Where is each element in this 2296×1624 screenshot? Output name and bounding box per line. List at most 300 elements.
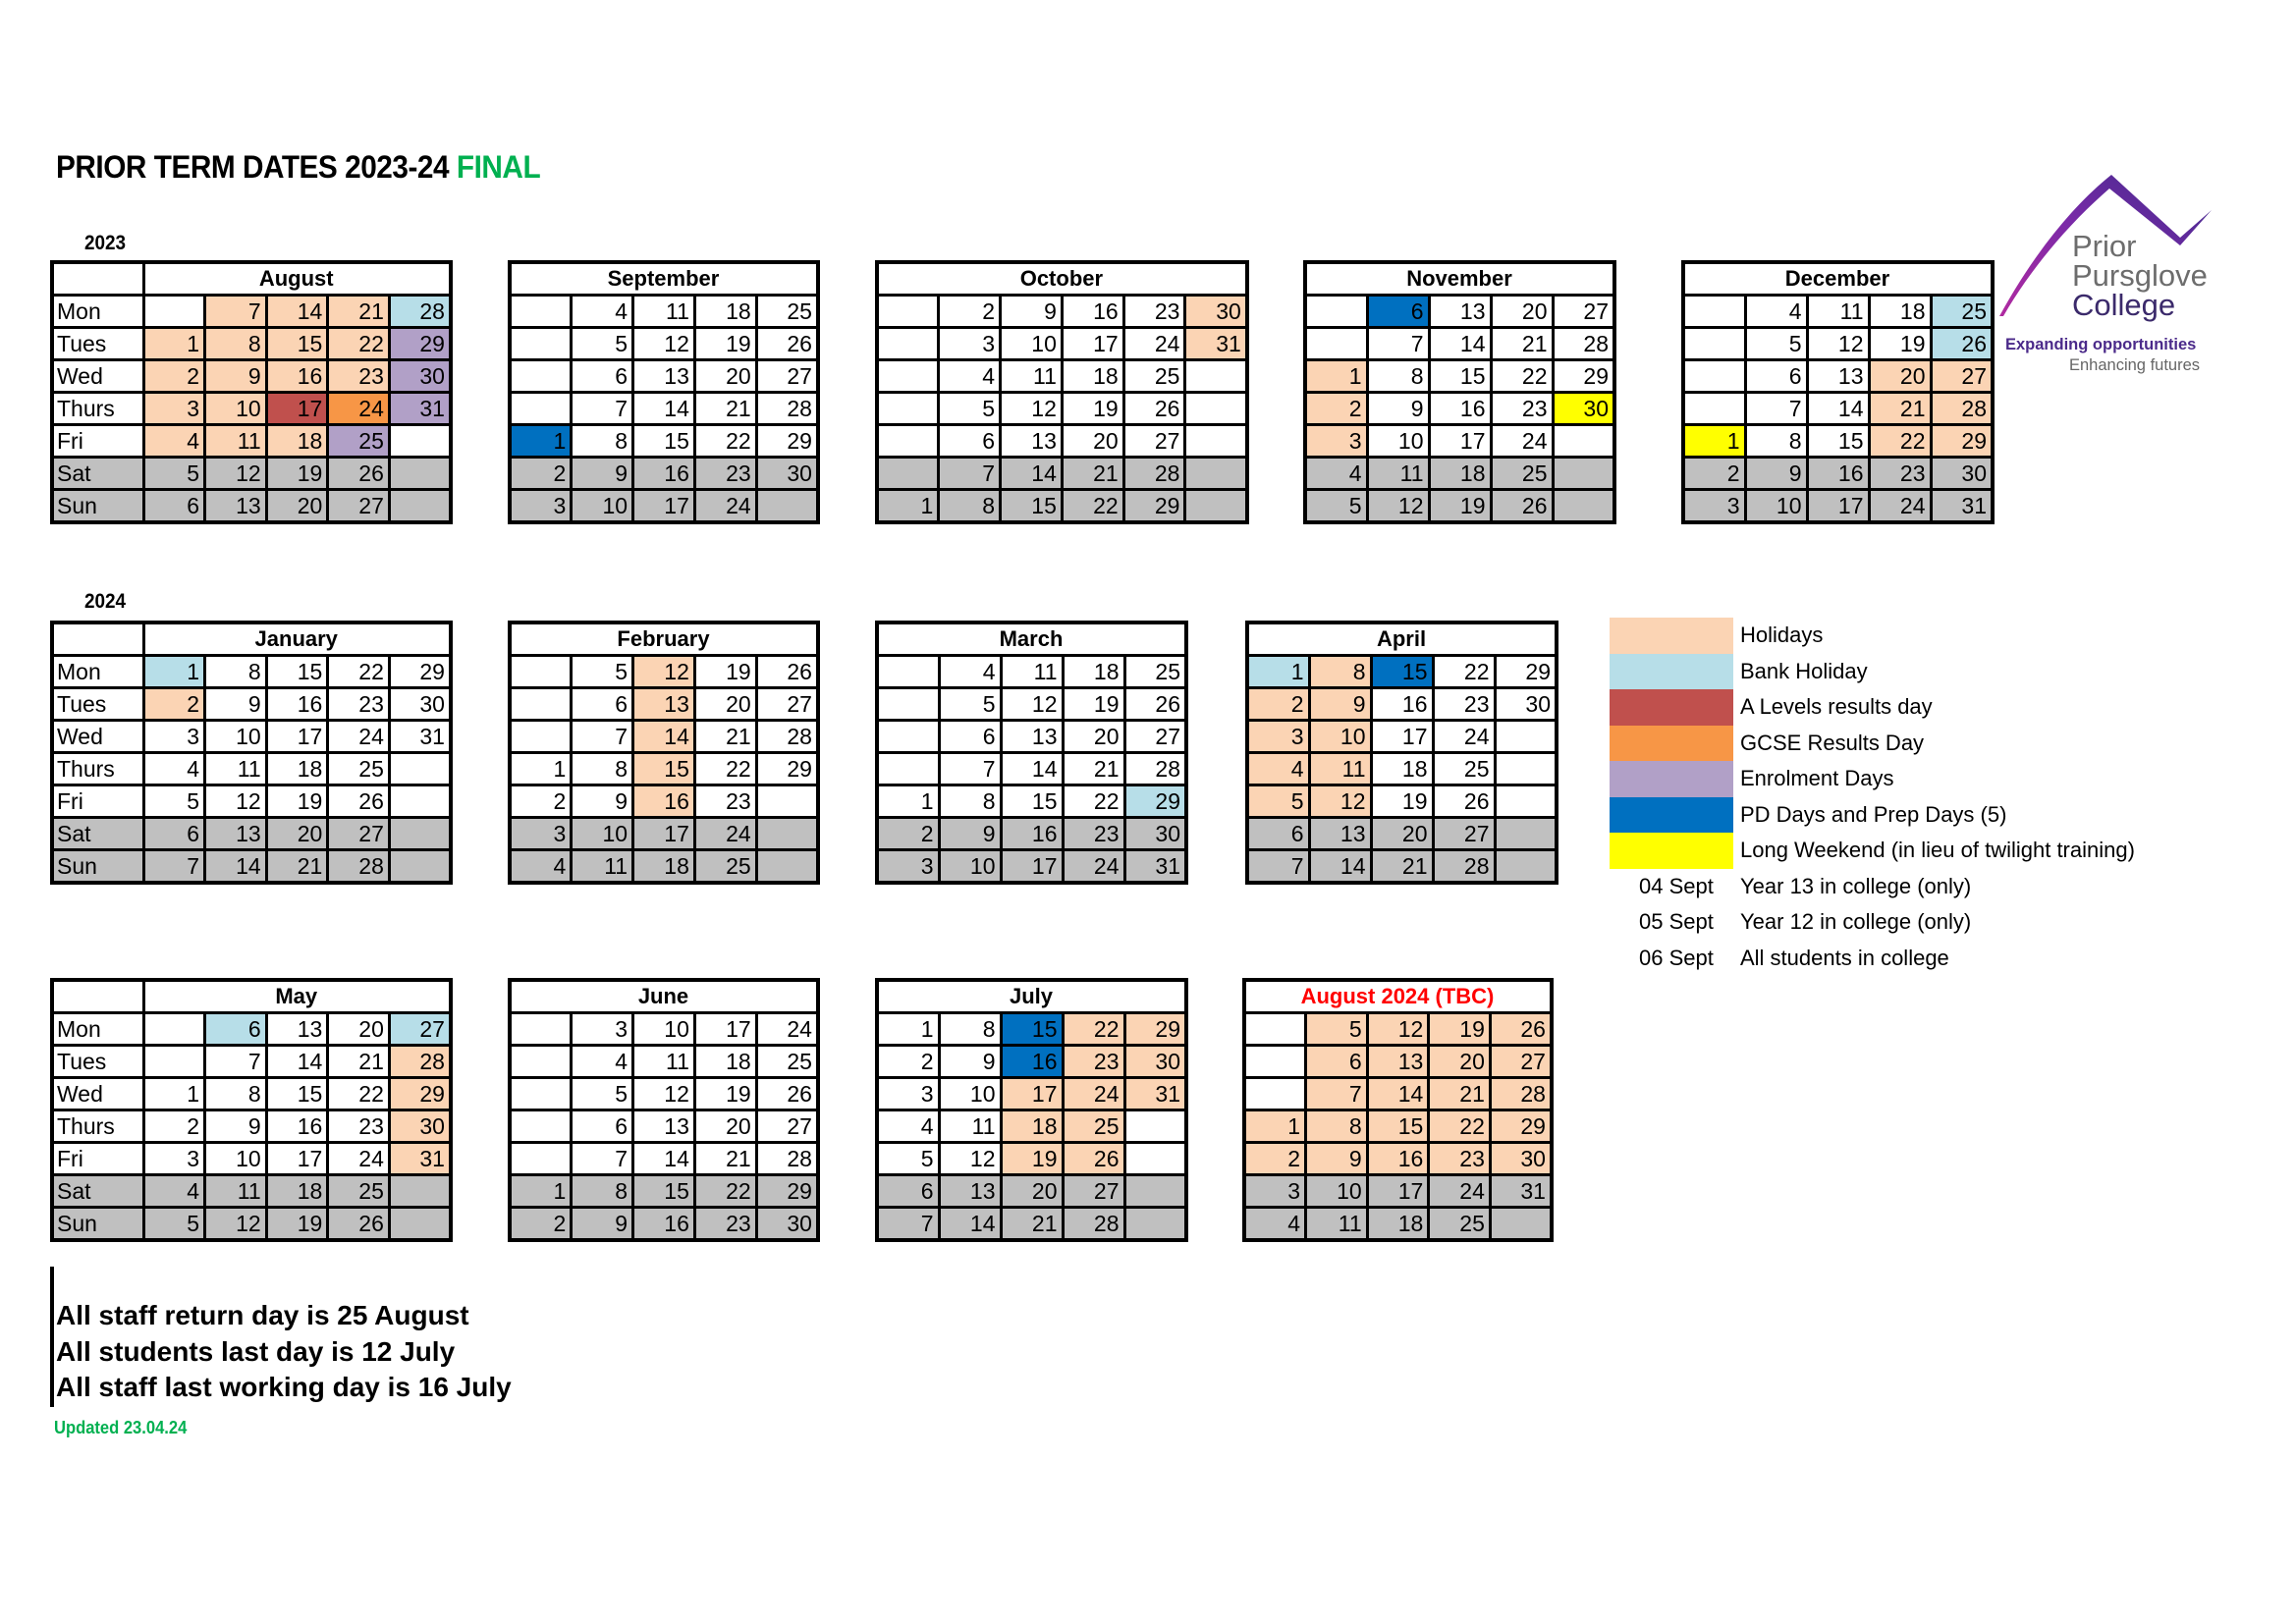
date-cell	[1305, 296, 1367, 328]
day-label: Sun	[52, 490, 143, 523]
date-cell	[1124, 1175, 1186, 1208]
date-cell: 21	[1429, 1078, 1491, 1110]
date-cell: 7	[572, 393, 633, 425]
date-cell: 2	[1305, 393, 1367, 425]
date-cell	[510, 393, 572, 425]
day-label: Mon	[52, 296, 143, 328]
date-cell: 13	[633, 1110, 695, 1143]
date-cell: 2	[877, 818, 939, 850]
week-row-sat	[510, 458, 818, 490]
week-row-sat	[877, 458, 1247, 490]
date-cell: 18	[266, 425, 328, 458]
date-cell: 10	[1367, 425, 1429, 458]
day-label: Sat	[52, 818, 143, 850]
date-cell: 28	[756, 393, 818, 425]
date-cell: 26	[1931, 328, 1993, 360]
date-cell	[510, 1046, 572, 1078]
week-row-wed	[1683, 360, 1993, 393]
date-cell: 28	[756, 1143, 818, 1175]
date-cell	[143, 296, 205, 328]
date-cell: 27	[756, 1110, 818, 1143]
date-cell: 14	[939, 1208, 1001, 1241]
week-row-sat	[1244, 1175, 1552, 1208]
date-cell: 7	[572, 721, 633, 753]
date-cell: 5	[572, 1078, 633, 1110]
date-cell: 19	[694, 656, 756, 688]
week-row-fri	[877, 785, 1186, 818]
year-label-2024: 2024	[84, 590, 127, 613]
date-cell: 24	[1491, 425, 1553, 458]
date-cell: 15	[1367, 1110, 1429, 1143]
date-cell: 18	[1367, 1208, 1429, 1241]
date-cell: 19	[266, 785, 328, 818]
date-cell: 9	[1306, 1143, 1368, 1175]
date-cell: 3	[877, 850, 939, 884]
date-cell: 13	[1001, 425, 1063, 458]
date-cell: 17	[266, 393, 328, 425]
date-cell: 22	[1869, 425, 1931, 458]
date-cell: 3	[143, 1143, 205, 1175]
week-row-tues	[877, 1046, 1186, 1078]
date-cell	[1553, 490, 1614, 523]
date-cell	[1244, 1078, 1306, 1110]
date-cell	[1124, 1143, 1186, 1175]
month-header: January	[143, 623, 451, 656]
date-cell: 6	[572, 688, 633, 721]
date-cell: 16	[1371, 688, 1433, 721]
week-row-tues	[52, 688, 451, 721]
date-cell: 20	[1001, 1175, 1063, 1208]
week-row-mon	[1683, 296, 1993, 328]
date-cell: 3	[510, 490, 572, 523]
date-cell: 10	[205, 1143, 267, 1175]
header-corner	[52, 262, 143, 296]
date-cell: 25	[756, 296, 818, 328]
key-date: 05 Sept	[1639, 909, 1714, 935]
date-cell: 29	[1124, 785, 1186, 818]
date-cell: 27	[1063, 1175, 1124, 1208]
date-cell: 10	[205, 393, 267, 425]
date-cell: 21	[1063, 753, 1124, 785]
date-cell: 31	[389, 721, 451, 753]
date-cell: 27	[1553, 296, 1614, 328]
date-cell: 26	[1123, 393, 1185, 425]
week-row-tues	[510, 688, 818, 721]
date-cell	[1305, 328, 1367, 360]
date-cell: 4	[510, 850, 572, 884]
month-table-june-2024	[508, 978, 820, 1242]
date-cell	[877, 296, 939, 328]
date-cell: 11	[1807, 296, 1869, 328]
week-row-mon	[877, 1013, 1186, 1046]
date-cell: 15	[1371, 656, 1433, 688]
date-cell: 27	[756, 688, 818, 721]
week-row-sun	[52, 490, 451, 523]
date-cell	[389, 490, 451, 523]
week-row-mon	[510, 296, 818, 328]
date-cell: 19	[1063, 688, 1124, 721]
date-cell: 19	[266, 458, 328, 490]
date-cell: 10	[572, 490, 633, 523]
date-cell: 26	[328, 1208, 390, 1241]
date-cell	[389, 425, 451, 458]
note-students-last-day: All students last day is 12 July	[56, 1335, 456, 1367]
date-cell: 6	[1247, 818, 1309, 850]
date-cell: 1	[1305, 360, 1367, 393]
week-row-tues	[877, 328, 1247, 360]
date-cell	[1185, 490, 1247, 523]
date-cell	[389, 1208, 451, 1241]
week-row-wed	[52, 360, 451, 393]
date-cell: 20	[1371, 818, 1433, 850]
date-cell: 15	[266, 1078, 328, 1110]
date-cell: 23	[1491, 393, 1553, 425]
date-cell: 18	[1371, 753, 1433, 785]
date-cell	[510, 1013, 572, 1046]
date-cell: 9	[572, 1208, 633, 1241]
date-cell: 1	[877, 1013, 939, 1046]
date-cell: 22	[1491, 360, 1553, 393]
legend-label: Enrolment Days	[1740, 766, 1894, 791]
date-cell: 23	[694, 458, 756, 490]
week-row-sun	[510, 490, 818, 523]
date-cell: 11	[1309, 753, 1371, 785]
date-cell: 23	[1063, 1046, 1124, 1078]
date-cell	[1553, 425, 1614, 458]
week-row-wed	[52, 1078, 451, 1110]
date-cell	[1185, 425, 1247, 458]
day-label: Mon	[52, 656, 143, 688]
week-row-wed	[52, 721, 451, 753]
week-row-sun	[52, 850, 451, 884]
date-cell: 25	[1491, 458, 1553, 490]
date-cell: 21	[694, 721, 756, 753]
date-cell: 22	[1433, 656, 1495, 688]
week-row-thurs	[877, 393, 1247, 425]
date-cell: 3	[877, 1078, 939, 1110]
date-cell: 23	[1123, 296, 1185, 328]
month-header: September	[510, 262, 818, 296]
date-cell: 23	[328, 1110, 390, 1143]
date-cell: 18	[694, 296, 756, 328]
date-cell: 24	[1123, 328, 1185, 360]
date-cell: 4	[143, 1175, 205, 1208]
legend-label: GCSE Results Day	[1740, 730, 1925, 755]
week-row-sat	[52, 1175, 451, 1208]
title-status: FINAL	[456, 149, 541, 185]
date-cell	[877, 425, 939, 458]
date-cell: 1	[143, 1078, 205, 1110]
month-header: August 2024 (TBC)	[1244, 980, 1552, 1013]
date-cell	[510, 688, 572, 721]
date-cell: 21	[1869, 393, 1931, 425]
week-row-fri	[510, 425, 818, 458]
date-cell: 25	[1433, 753, 1495, 785]
date-cell: 12	[205, 458, 267, 490]
date-cell: 14	[633, 393, 695, 425]
date-cell: 12	[633, 1078, 695, 1110]
date-cell	[1495, 785, 1557, 818]
date-cell: 19	[266, 1208, 328, 1241]
week-row-sat	[52, 818, 451, 850]
date-cell: 9	[939, 818, 1001, 850]
date-cell	[389, 785, 451, 818]
date-cell: 16	[1001, 818, 1063, 850]
key-date-item	[1610, 869, 2135, 905]
week-row-fri	[1683, 425, 1993, 458]
week-row-fri	[52, 1143, 451, 1175]
date-cell: 14	[266, 1046, 328, 1078]
date-cell: 27	[1490, 1046, 1552, 1078]
week-row-thurs	[877, 1110, 1186, 1143]
date-cell	[510, 328, 572, 360]
date-cell: 11	[1367, 458, 1429, 490]
date-cell: 21	[1062, 458, 1123, 490]
week-row-fri	[52, 425, 451, 458]
logo-line-prior: Prior	[2072, 229, 2137, 263]
month-table-november-2023	[1303, 260, 1616, 524]
date-cell: 10	[572, 818, 633, 850]
date-cell: 31	[389, 1143, 451, 1175]
date-cell: 8	[939, 1013, 1001, 1046]
date-cell: 26	[1433, 785, 1495, 818]
date-cell: 30	[389, 360, 451, 393]
date-cell: 12	[1001, 393, 1063, 425]
date-cell: 27	[1433, 818, 1495, 850]
week-row-thurs	[877, 753, 1186, 785]
date-cell: 18	[633, 850, 695, 884]
legend-label: Holidays	[1740, 623, 1824, 648]
date-cell: 20	[694, 1110, 756, 1143]
date-cell: 25	[1124, 656, 1186, 688]
date-cell: 2	[510, 458, 572, 490]
date-cell: 2	[939, 296, 1001, 328]
date-cell: 1	[510, 753, 572, 785]
date-cell: 13	[1429, 296, 1491, 328]
date-cell: 13	[1001, 721, 1063, 753]
date-cell: 30	[1185, 296, 1247, 328]
date-cell	[877, 458, 939, 490]
date-cell: 22	[1063, 1013, 1124, 1046]
date-cell: 28	[389, 1046, 451, 1078]
date-cell: 4	[572, 1046, 633, 1078]
week-row-sat	[510, 1175, 818, 1208]
date-cell: 13	[266, 1013, 328, 1046]
date-cell: 17	[1367, 1175, 1429, 1208]
legend-item-bank	[1610, 654, 2135, 690]
date-cell: 16	[1001, 1046, 1063, 1078]
date-cell: 12	[205, 785, 267, 818]
date-cell: 9	[1309, 688, 1371, 721]
date-cell: 26	[328, 458, 390, 490]
date-cell: 15	[266, 328, 328, 360]
date-cell: 8	[1309, 656, 1371, 688]
date-cell: 8	[205, 328, 267, 360]
date-cell: 9	[1367, 393, 1429, 425]
date-cell: 21	[694, 393, 756, 425]
date-cell: 11	[572, 850, 633, 884]
date-cell: 17	[694, 1013, 756, 1046]
date-cell: 22	[1429, 1110, 1491, 1143]
month-table-february-2024	[508, 621, 820, 885]
week-row-mon	[52, 656, 451, 688]
month-table-may-2024	[50, 978, 453, 1242]
date-cell: 27	[328, 818, 390, 850]
date-cell: 12	[633, 656, 695, 688]
key-date-item	[1610, 904, 2135, 941]
date-cell: 23	[328, 688, 390, 721]
date-cell	[1683, 393, 1745, 425]
date-cell	[510, 1143, 572, 1175]
date-cell: 5	[939, 393, 1001, 425]
date-cell: 12	[1367, 1013, 1429, 1046]
date-cell: 20	[694, 360, 756, 393]
date-cell: 14	[1807, 393, 1869, 425]
week-row-thurs	[1305, 393, 1614, 425]
week-row-thurs	[1247, 753, 1557, 785]
week-row-mon	[1247, 656, 1557, 688]
date-cell	[1124, 1110, 1186, 1143]
legend-item-alev	[1610, 689, 2135, 726]
date-cell: 15	[633, 753, 695, 785]
week-row-wed	[510, 360, 818, 393]
week-row-wed	[1244, 1078, 1552, 1110]
date-cell: 15	[633, 425, 695, 458]
date-cell: 1	[510, 1175, 572, 1208]
date-cell: 17	[266, 721, 328, 753]
date-cell: 30	[1124, 818, 1186, 850]
date-cell: 5	[1745, 328, 1807, 360]
date-cell: 15	[1001, 785, 1063, 818]
date-cell: 1	[510, 425, 572, 458]
date-cell: 25	[1429, 1208, 1491, 1241]
date-cell: 26	[756, 656, 818, 688]
week-row-sun	[52, 1208, 451, 1241]
week-row-sat	[52, 458, 451, 490]
date-cell: 5	[1305, 490, 1367, 523]
legend-swatch-icon	[1610, 689, 1733, 726]
header-corner	[52, 623, 143, 656]
date-cell: 1	[1247, 656, 1309, 688]
week-row-wed	[877, 721, 1186, 753]
date-cell: 25	[328, 425, 390, 458]
date-cell: 25	[1931, 296, 1993, 328]
date-cell: 21	[1491, 328, 1553, 360]
date-cell: 8	[572, 753, 633, 785]
date-cell: 25	[694, 850, 756, 884]
date-cell: 7	[939, 753, 1001, 785]
date-cell: 11	[205, 1175, 267, 1208]
week-row-sat	[510, 818, 818, 850]
date-cell: 9	[205, 688, 267, 721]
key-date: 04 Sept	[1639, 873, 1714, 898]
date-cell	[756, 818, 818, 850]
month-table-march-2024	[875, 621, 1188, 885]
date-cell: 16	[1429, 393, 1491, 425]
date-cell: 18	[694, 1046, 756, 1078]
date-cell: 2	[510, 785, 572, 818]
date-cell: 10	[1745, 490, 1807, 523]
date-cell: 14	[1309, 850, 1371, 884]
month-table-july-2024	[875, 978, 1188, 1242]
date-cell: 30	[1931, 458, 1993, 490]
date-cell: 7	[939, 458, 1001, 490]
date-cell: 6	[939, 721, 1001, 753]
date-cell: 21	[1001, 1208, 1063, 1241]
date-cell: 4	[939, 360, 1001, 393]
date-cell: 30	[1490, 1143, 1552, 1175]
date-cell: 24	[1429, 1175, 1491, 1208]
date-cell: 26	[1063, 1143, 1124, 1175]
date-cell: 20	[328, 1013, 390, 1046]
date-cell: 22	[1063, 785, 1124, 818]
day-label: Thurs	[52, 1110, 143, 1143]
date-cell: 12	[1309, 785, 1371, 818]
day-label: Wed	[52, 1078, 143, 1110]
date-cell	[1244, 1013, 1306, 1046]
date-cell: 14	[1429, 328, 1491, 360]
day-label: Sun	[52, 850, 143, 884]
date-cell	[1124, 1208, 1186, 1241]
date-cell: 5	[572, 328, 633, 360]
date-cell: 29	[1495, 656, 1557, 688]
date-cell: 6	[877, 1175, 939, 1208]
week-row-sat	[877, 818, 1186, 850]
day-label: Thurs	[52, 753, 143, 785]
date-cell: 4	[1247, 753, 1309, 785]
week-row-mon	[52, 1013, 451, 1046]
date-cell: 14	[205, 850, 267, 884]
date-cell	[877, 753, 939, 785]
date-cell: 20	[1063, 721, 1124, 753]
date-cell: 22	[328, 656, 390, 688]
legend-label: Bank Holiday	[1740, 658, 1868, 683]
week-row-sun	[510, 850, 818, 884]
date-cell: 2	[877, 1046, 939, 1078]
notes	[56, 1298, 512, 1406]
date-cell	[1495, 721, 1557, 753]
date-cell: 31	[389, 393, 451, 425]
day-label: Wed	[52, 360, 143, 393]
date-cell: 20	[266, 490, 328, 523]
date-cell: 20	[1429, 1046, 1491, 1078]
date-cell: 2	[1247, 688, 1309, 721]
week-row-wed	[1305, 360, 1614, 393]
date-cell: 10	[939, 850, 1001, 884]
year-label-2023: 2023	[84, 232, 127, 254]
date-cell: 28	[1433, 850, 1495, 884]
date-cell: 24	[756, 1013, 818, 1046]
date-cell: 30	[756, 1208, 818, 1241]
date-cell: 3	[1683, 490, 1745, 523]
date-cell: 24	[328, 393, 390, 425]
week-row-mon	[510, 1013, 818, 1046]
week-row-wed	[1247, 721, 1557, 753]
date-cell: 29	[756, 1175, 818, 1208]
date-cell: 2	[1244, 1143, 1306, 1175]
date-cell: 17	[1807, 490, 1869, 523]
date-cell: 30	[389, 688, 451, 721]
legend-label: Long Weekend (in lieu of twilight training)	[1740, 838, 2135, 863]
logo-line-college: College	[2072, 288, 2176, 322]
date-cell: 26	[1490, 1013, 1552, 1046]
week-row-tues	[510, 1046, 818, 1078]
day-label: Sat	[52, 458, 143, 490]
date-cell: 1	[143, 328, 205, 360]
date-cell: 28	[756, 721, 818, 753]
date-cell: 7	[205, 296, 267, 328]
legend-label: A Levels results day	[1740, 694, 1933, 720]
